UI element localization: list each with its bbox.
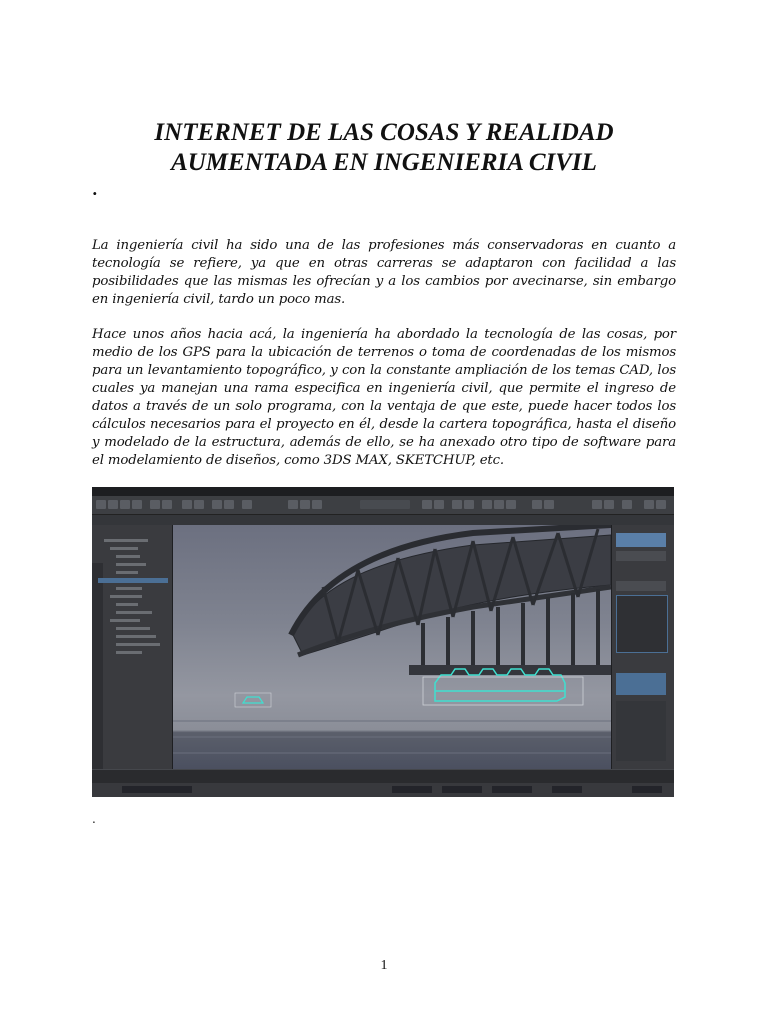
document-title [92,118,676,178]
command-panel [611,525,674,769]
ribbon-tabs [92,515,674,525]
paragraph-2: Hace unos años hacia acá, la ingeniería ha abordado la tecnología de las cosas, por medio de los GPS para la ubicación de terrenos o toma de coordenadas de los mismos para un levantamiento topográfico, y con la constante ampliación de los temas CAD, los cuales ya manejan una rama especifica en ingeniería civil, que permite el ingreso de datos a través de un solo programa, con la ventaja de que este, puede hacer todos los cálculos necesarios para el proyecto en él, desde la cartera topográfica, hasta el diseño y modelado de la estructura, además de ello, se ha anexado otro tipo de software para el modelamiento de diseños, como 3DS MAX, SKETCHUP, etc. [92,327,676,468]
perspective-viewport[interactable] [173,525,611,769]
scene-explorer-panel [92,525,173,769]
status-bar [92,783,674,797]
page-number: 1 [380,958,388,973]
title-line-1: INTERNET DE LAS COSAS Y REALIDAD [154,119,614,146]
3ds-max-screenshot-figure [92,487,674,797]
title-line-2: AUMENTADA EN INGENIERIA CIVIL [171,149,597,176]
bridge-model [173,525,611,769]
app-toolbar [92,496,674,515]
trailing-dot: . [92,812,96,826]
title-dot: . [92,180,98,199]
app-menubar [92,487,674,496]
timeline-slider[interactable] [92,769,674,784]
paragraph-1: La ingeniería civil ha sido una de las profesiones más conservadoras en cuanto a tecnología se refiere, ya que en otras carreras se adaptaron con facilidad a las posibilidades que las mismas les ofrecían y a los cambios por avecinarse, sin embargo en ingeniería civil, tardo un poco mas. [92,238,676,307]
